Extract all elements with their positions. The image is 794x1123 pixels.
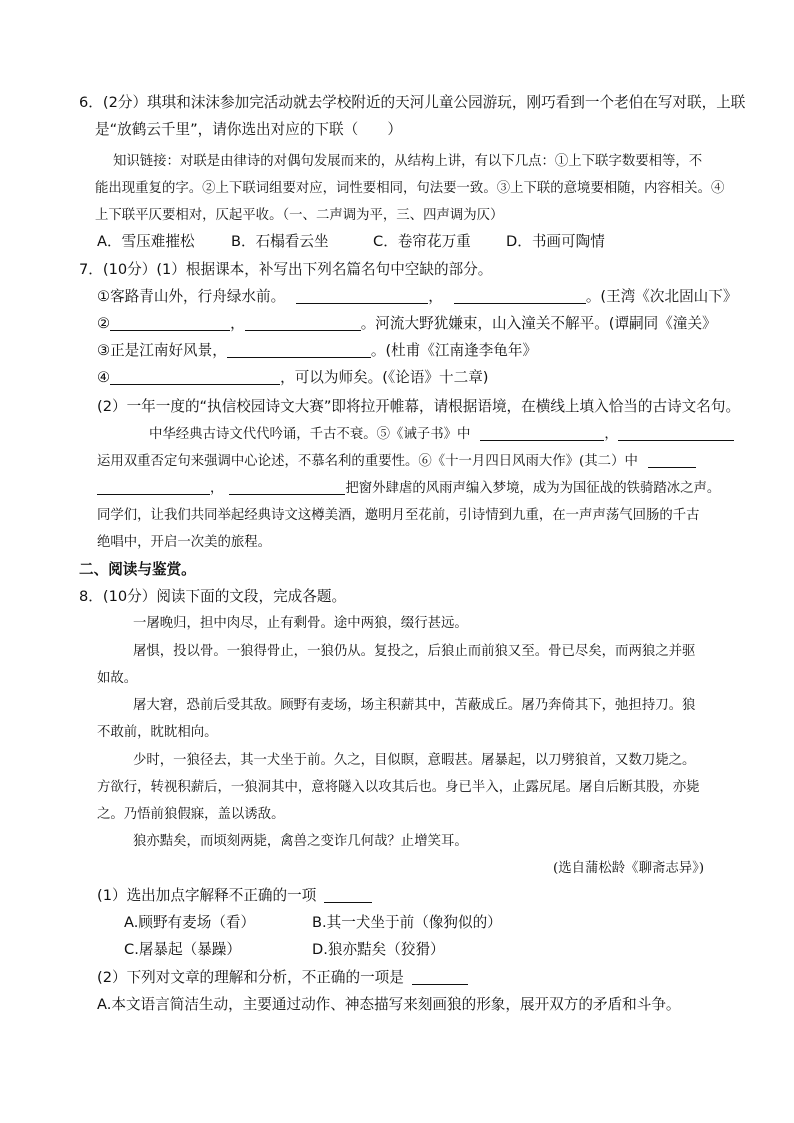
- q7-item4-marker: ④: [97, 369, 111, 386]
- q6-option-d: D．书画可陶情: [506, 233, 605, 250]
- q8-line1: 8．(10分）阅读下面的文段，完成各题。: [79, 588, 347, 605]
- q7-item1: [97, 287, 737, 307]
- q7-item2-text: 。河流大野犹嫌束，山入潼关不解平。(谭嗣同《潼关》: [360, 315, 717, 332]
- answer-blank[interactable]: [618, 425, 734, 441]
- separator: ，: [230, 315, 245, 332]
- q7-para2: [97, 452, 696, 472]
- answer-blank[interactable]: [480, 425, 604, 441]
- q7-para4: 同学们，让我们共同举起经典诗文这樽美酒，邀明月至花前，引诗情到九重，在一声声荡气回肠的千古: [97, 508, 700, 523]
- q8-passage-p3b: 不敢前，眈眈相向。: [97, 725, 218, 740]
- answer-blank[interactable]: [324, 887, 372, 903]
- q7-item3-text: ③正是江南好风景，: [97, 342, 227, 359]
- answer-blank[interactable]: [110, 315, 230, 331]
- q6-option-a: A．雪压难摧松: [97, 233, 195, 250]
- q7-para1-text: 中华经典古诗文代代吟诵，千古不衰。⑤《诫子书》中: [149, 427, 471, 442]
- q7-item1-source: 。(王湾《次北固山下》: [585, 288, 738, 305]
- q6-tip-line3: 上下联平仄要相对，仄起平收。（一、二声调为平，三、四声调为仄）: [95, 208, 504, 223]
- q8-sub2-option-a: A.本文语言简洁生动，主要通过动作、神态描写来刻画狼的形象，展开双方的矛盾和斗争。: [97, 996, 681, 1013]
- answer-blank[interactable]: [454, 288, 586, 304]
- separator: ，: [604, 427, 618, 442]
- q8-passage-p5: 狼亦黠矣，而顷刻两毙，禽兽之变诈几何哉？止增笑耳。: [133, 834, 468, 849]
- q8-passage-p1: 一屠晚归，担中肉尽，止有剩骨。途中两狼，缀行甚远。: [133, 616, 468, 631]
- q7-para3: [97, 479, 720, 499]
- q8-source: (选自蒲松龄《聊斋志异》): [553, 861, 705, 876]
- q7-para2-text: 运用双重否定句来强调中心论述，不慕名利的重要性。⑥《十一月四日风雨大作》(其二）中: [97, 454, 638, 469]
- q8-sub1-text: (1）选出加点字解释不正确的一项: [97, 887, 317, 904]
- answer-blank[interactable]: [245, 315, 361, 331]
- q6-tip-line2: 能出现重复的字。②上下联词组要对应，词性要相同，句法要一致。③上下联的意境要相随，内容相关。④: [95, 181, 725, 196]
- answer-blank[interactable]: [97, 479, 210, 495]
- q8-passage-p2b: 如故。: [97, 671, 138, 686]
- q6-option-c: C．卷帘花万重: [373, 233, 471, 250]
- q7-para1: [149, 425, 734, 445]
- answer-blank[interactable]: [296, 288, 428, 304]
- q7-item2: [97, 314, 717, 334]
- q6-line1: 6．(2分）琪琪和沫沫参加完活动就去学校附近的天河儿童公园游玩，刚巧看到一个老伯在写对联，上联: [79, 94, 746, 111]
- q7-item4-text: ，可以为师矣。(《论语》十二章): [280, 369, 489, 386]
- q7-item3-source: 。(杜甫《江南逢李龟年》: [370, 342, 538, 359]
- q8-sub1-option-d: D.狼亦黠矣（狡猾）: [312, 941, 445, 958]
- q8-sub2: [97, 968, 468, 988]
- q8-passage-p4b: 方欲行，转视积薪后，一狼洞其中，意将隧入以攻其后也。身已半入，止露尻尾。屠自后断其股，亦毙: [97, 780, 700, 795]
- answer-blank[interactable]: [412, 969, 468, 985]
- q7-line1: 7．(10分）(1）根据课本，补写出下列名篇名句中空缺的部分。: [79, 261, 493, 278]
- q6-option-b: B．石榻看云坐: [231, 233, 329, 250]
- answer-blank[interactable]: [227, 342, 371, 358]
- q8-sub1-option-c: C.屠暴起（暴躁）: [124, 941, 241, 958]
- q7-item4: [97, 368, 489, 388]
- answer-blank[interactable]: [648, 452, 696, 468]
- separator: ，: [428, 288, 443, 305]
- q7-item1-text: ①客路青山外，行舟绿水前。: [97, 288, 286, 305]
- q7-item3: [97, 341, 537, 361]
- q6-line2: 是“放鹤云千里”，请你选出对应的下联（ ）: [95, 121, 402, 138]
- q7-sub2: (2）一年一度的“执信校园诗文大赛”即将拉开帷幕，请根据语境，在横线上填入恰当的古诗文名句。: [97, 398, 741, 415]
- q7-para5: 绝唱中，开启一次美的旅程。: [97, 535, 272, 550]
- answer-blank[interactable]: [229, 479, 345, 495]
- q7-item2-marker: ②: [97, 315, 111, 332]
- q8-passage-p2a: 屠惧，投以骨。一狼得骨止，一狼仍从。复投之，后狼止而前狼又至。骨已尽矣，而两狼之并驱: [133, 644, 696, 659]
- q8-passage-p4a: 少时，一狼径去，其一犬坐于前。久之，目似瞑，意暇甚。屠暴起，以刀劈狼首，又数刀毙之。: [133, 753, 696, 768]
- q8-passage-p3a: 屠大窘，恐前后受其敌。顾野有麦场，场主积薪其中，苫蔽成丘。屠乃奔倚其下，弛担持刀。狼: [133, 698, 696, 713]
- q8-sub1-option-a: A.顾野有麦场（看）: [124, 914, 256, 931]
- q8-sub1: [97, 886, 372, 906]
- q8-sub1-option-b: B.其一犬坐于前（像狗似的）: [312, 914, 502, 931]
- separator: ，: [210, 481, 224, 496]
- q6-tip-line1: 知识链接：对联是由律诗的对偶句发展而来的，从结构上讲，有以下几点：①上下联字数要相等，不: [113, 154, 703, 169]
- q7-para3-text: 把窗外肆虐的风雨声编入梦境，成为为国征战的铁骑踏冰之声。: [345, 481, 721, 496]
- q8-sub2-text: (2）下列对文章的理解和分析，不正确的一项是: [97, 969, 404, 986]
- q8-passage-p4c: 之。乃悟前狼假寐，盖以诱敌。: [97, 807, 285, 822]
- section-heading: 二、阅读与鉴赏。: [79, 561, 196, 578]
- answer-blank[interactable]: [110, 369, 280, 385]
